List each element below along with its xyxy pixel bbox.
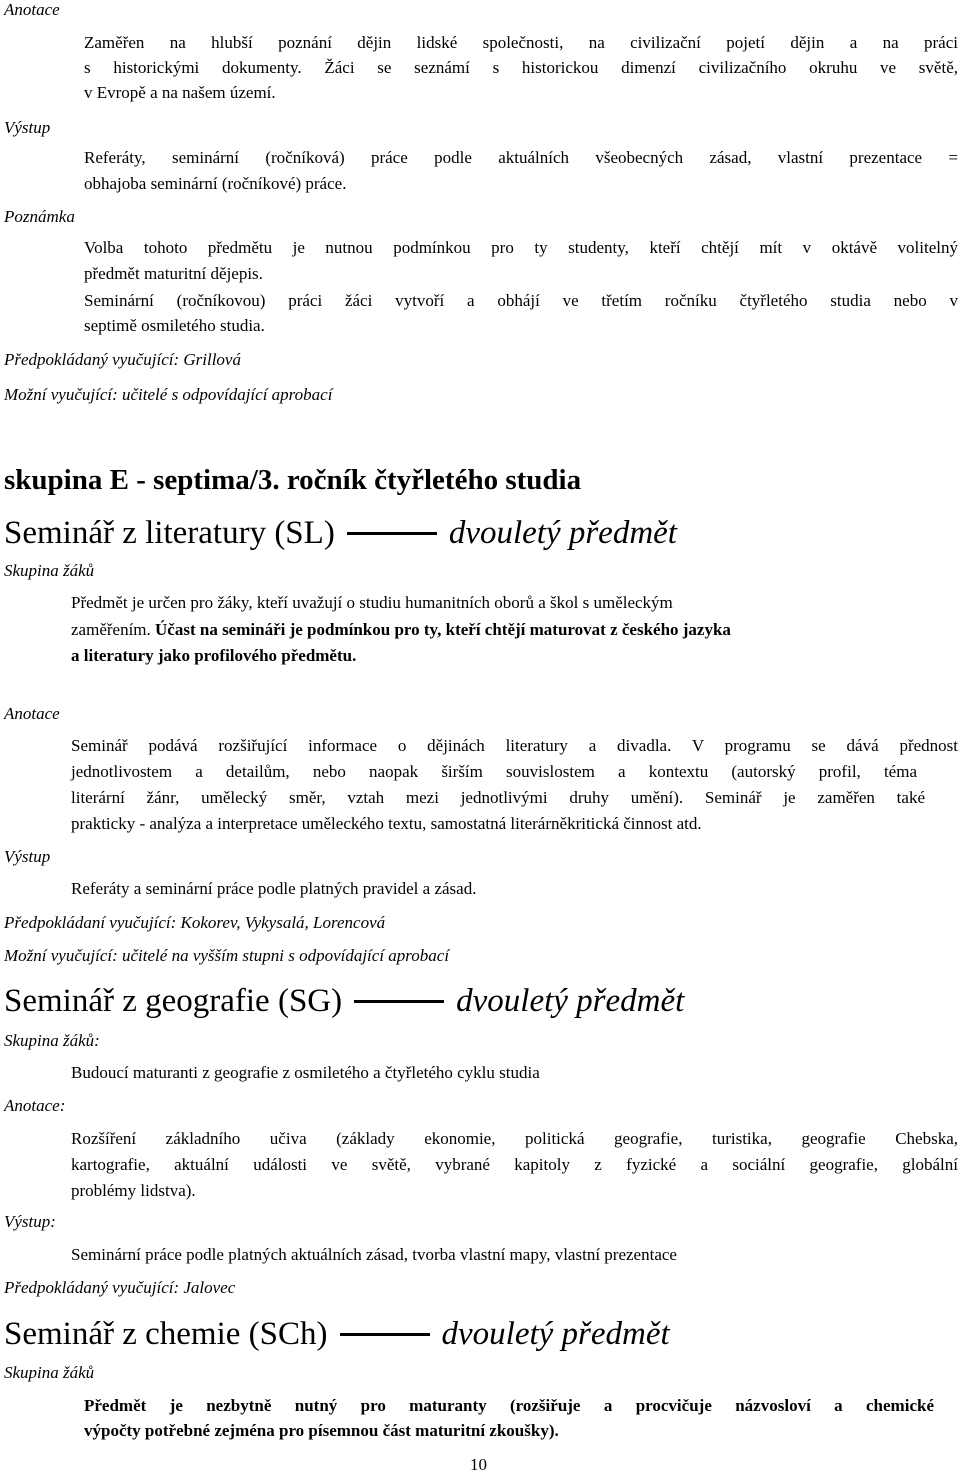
anotace-line: v Evropě a na našem území.	[84, 83, 276, 102]
sg-skupina-label: Skupina žáků:	[4, 1031, 100, 1050]
sl-skupina-line: Předmět je určen pro žáky, kteří uvažují o studiu humanitních oborů a škol s uměleckým	[71, 593, 673, 612]
sch-skupina-label: Skupina žáků	[4, 1363, 95, 1382]
sg-teacher: Předpokládaný vyučující: Jalovec	[4, 1278, 236, 1297]
sg-subtitle: dvouletý předmět	[456, 983, 685, 1019]
poznamka-line: Seminární (ročníkovou) práci žáci vytvoří a obhájí ve třetím ročníku čtyřletého studia nebo v	[84, 291, 958, 310]
title-dash	[347, 532, 437, 535]
vystup-line: Referáty, seminární (ročníková) práce podle aktuálních všeobecných zásad, vlastní prezentace =	[84, 148, 958, 167]
title-dash	[340, 1333, 430, 1336]
sg-skupina-line: Budoucí maturanti z geografie z osmiletého a čtyřletého cyklu studia	[71, 1063, 540, 1082]
sl-skupina-bold: Účast na semináři je podmínkou pro ty, kteří chtějí maturovat z českého jazyka	[155, 620, 731, 639]
possible-teachers-line: Možní vyučující: učitelé s odpovídající aprobací	[4, 385, 333, 404]
sl-teachers: Předpokládaní vyučující: Kokorev, Vykysalá, Lorencová	[4, 913, 386, 932]
sg-vystup-line: Seminární práce podle platných aktuálních zásad, tvorba vlastní mapy, vlastní prezentace	[71, 1245, 677, 1264]
group-heading: skupina E - septima/3. ročník čtyřletého studia	[4, 464, 582, 496]
sl-anotace-line: literární žánr, umělecký směr, vztah mezi jednotlivými druhy umění). Seminář je zaměřen také	[71, 788, 925, 807]
sl-anotace-line: Seminář podává rozšiřující informace o dějinách literatury a divadla. V programu se dává přednost	[71, 736, 958, 755]
sch-subtitle: dvouletý předmět	[441, 1316, 670, 1352]
sg-title	[4, 981, 684, 1021]
vystup-line: obhajoba seminární (ročníkové) práce.	[84, 174, 347, 193]
sg-anotace-line: problémy lidstva).	[71, 1181, 196, 1200]
vystup-label: Výstup	[4, 118, 51, 137]
sch-title-text: Seminář z chemie (SCh)	[4, 1316, 328, 1352]
sch-skupina-line: Předmět je nezbytně nutný pro maturanty (rozšiřuje a procvičuje názvosloví a chemické	[84, 1396, 934, 1415]
anotace-line: s historickými dokumenty. Žáci se seznámí s historickou dimenzí civilizačního okruhu ve světě,	[84, 58, 958, 77]
sl-anotace-line: jednotlivostem a detailům, nebo naopak širším souvislostem a kontextu (autorský profil, téma	[71, 762, 917, 781]
title-dash	[354, 1000, 444, 1003]
sl-skupina-bold-line: a literatury jako profilového předmětu.	[71, 646, 357, 665]
sl-skupina-label: Skupina žáků	[4, 561, 95, 580]
sg-anotace-label: Anotace:	[4, 1096, 66, 1115]
sl-anotace-label: Anotace	[4, 704, 60, 723]
sl-skupina-normal: zaměřením.	[71, 620, 156, 639]
sl-vystup-line: Referáty a seminární práce podle platných pravidel a zásad.	[71, 879, 477, 898]
sl-subtitle: dvouletý předmět	[448, 515, 677, 551]
sl-title-text: Seminář z literatury (SL)	[4, 515, 335, 551]
poznamka-line: septimě osmiletého studia.	[84, 316, 265, 335]
teacher-line: Předpokládaný vyučující: Grillová	[4, 350, 241, 369]
sl-possible-teachers: Možní vyučující: učitelé na vyšším stupni s odpovídající aprobací	[4, 946, 450, 965]
sl-vystup-label: Výstup	[4, 847, 51, 866]
poznamka-label: Poznámka	[4, 207, 75, 226]
sch-skupina-line: výpočty potřebné zejména pro písemnou část maturitní zkoušky).	[84, 1421, 559, 1440]
sl-anotace-line: prakticky - analýza a interpretace uměleckého textu, samostatná literárněkritická činnost atd.	[71, 814, 702, 833]
sl-title	[4, 513, 677, 553]
poznamka-line: předmět maturitní dějepis.	[84, 264, 263, 283]
sg-vystup-label: Výstup:	[4, 1212, 56, 1231]
poznamka-line: Volba tohoto předmětu je nutnou podmínkou pro ty studenty, kteří chtějí mít v oktávě volitelný	[84, 238, 958, 257]
anotace-label: Anotace	[4, 0, 60, 19]
anotace-line: Zaměřen na hlubší poznání dějin lidské společnosti, na civilizační pojetí dějin a na práci	[84, 33, 958, 52]
sg-anotace-line: kartografie, aktuální události ve světě, vybrané kapitoly z fyzické a sociální geografie, globální	[71, 1155, 958, 1174]
sg-anotace-line: Rozšíření základního učiva (základy ekonomie, politická geografie, turistika, geografie Chebska,	[71, 1129, 958, 1148]
page-number: 10	[470, 1455, 487, 1474]
sg-title-text: Seminář z geografie (SG)	[4, 983, 343, 1019]
sch-title	[4, 1314, 670, 1354]
sl-skupina-line	[71, 617, 731, 643]
